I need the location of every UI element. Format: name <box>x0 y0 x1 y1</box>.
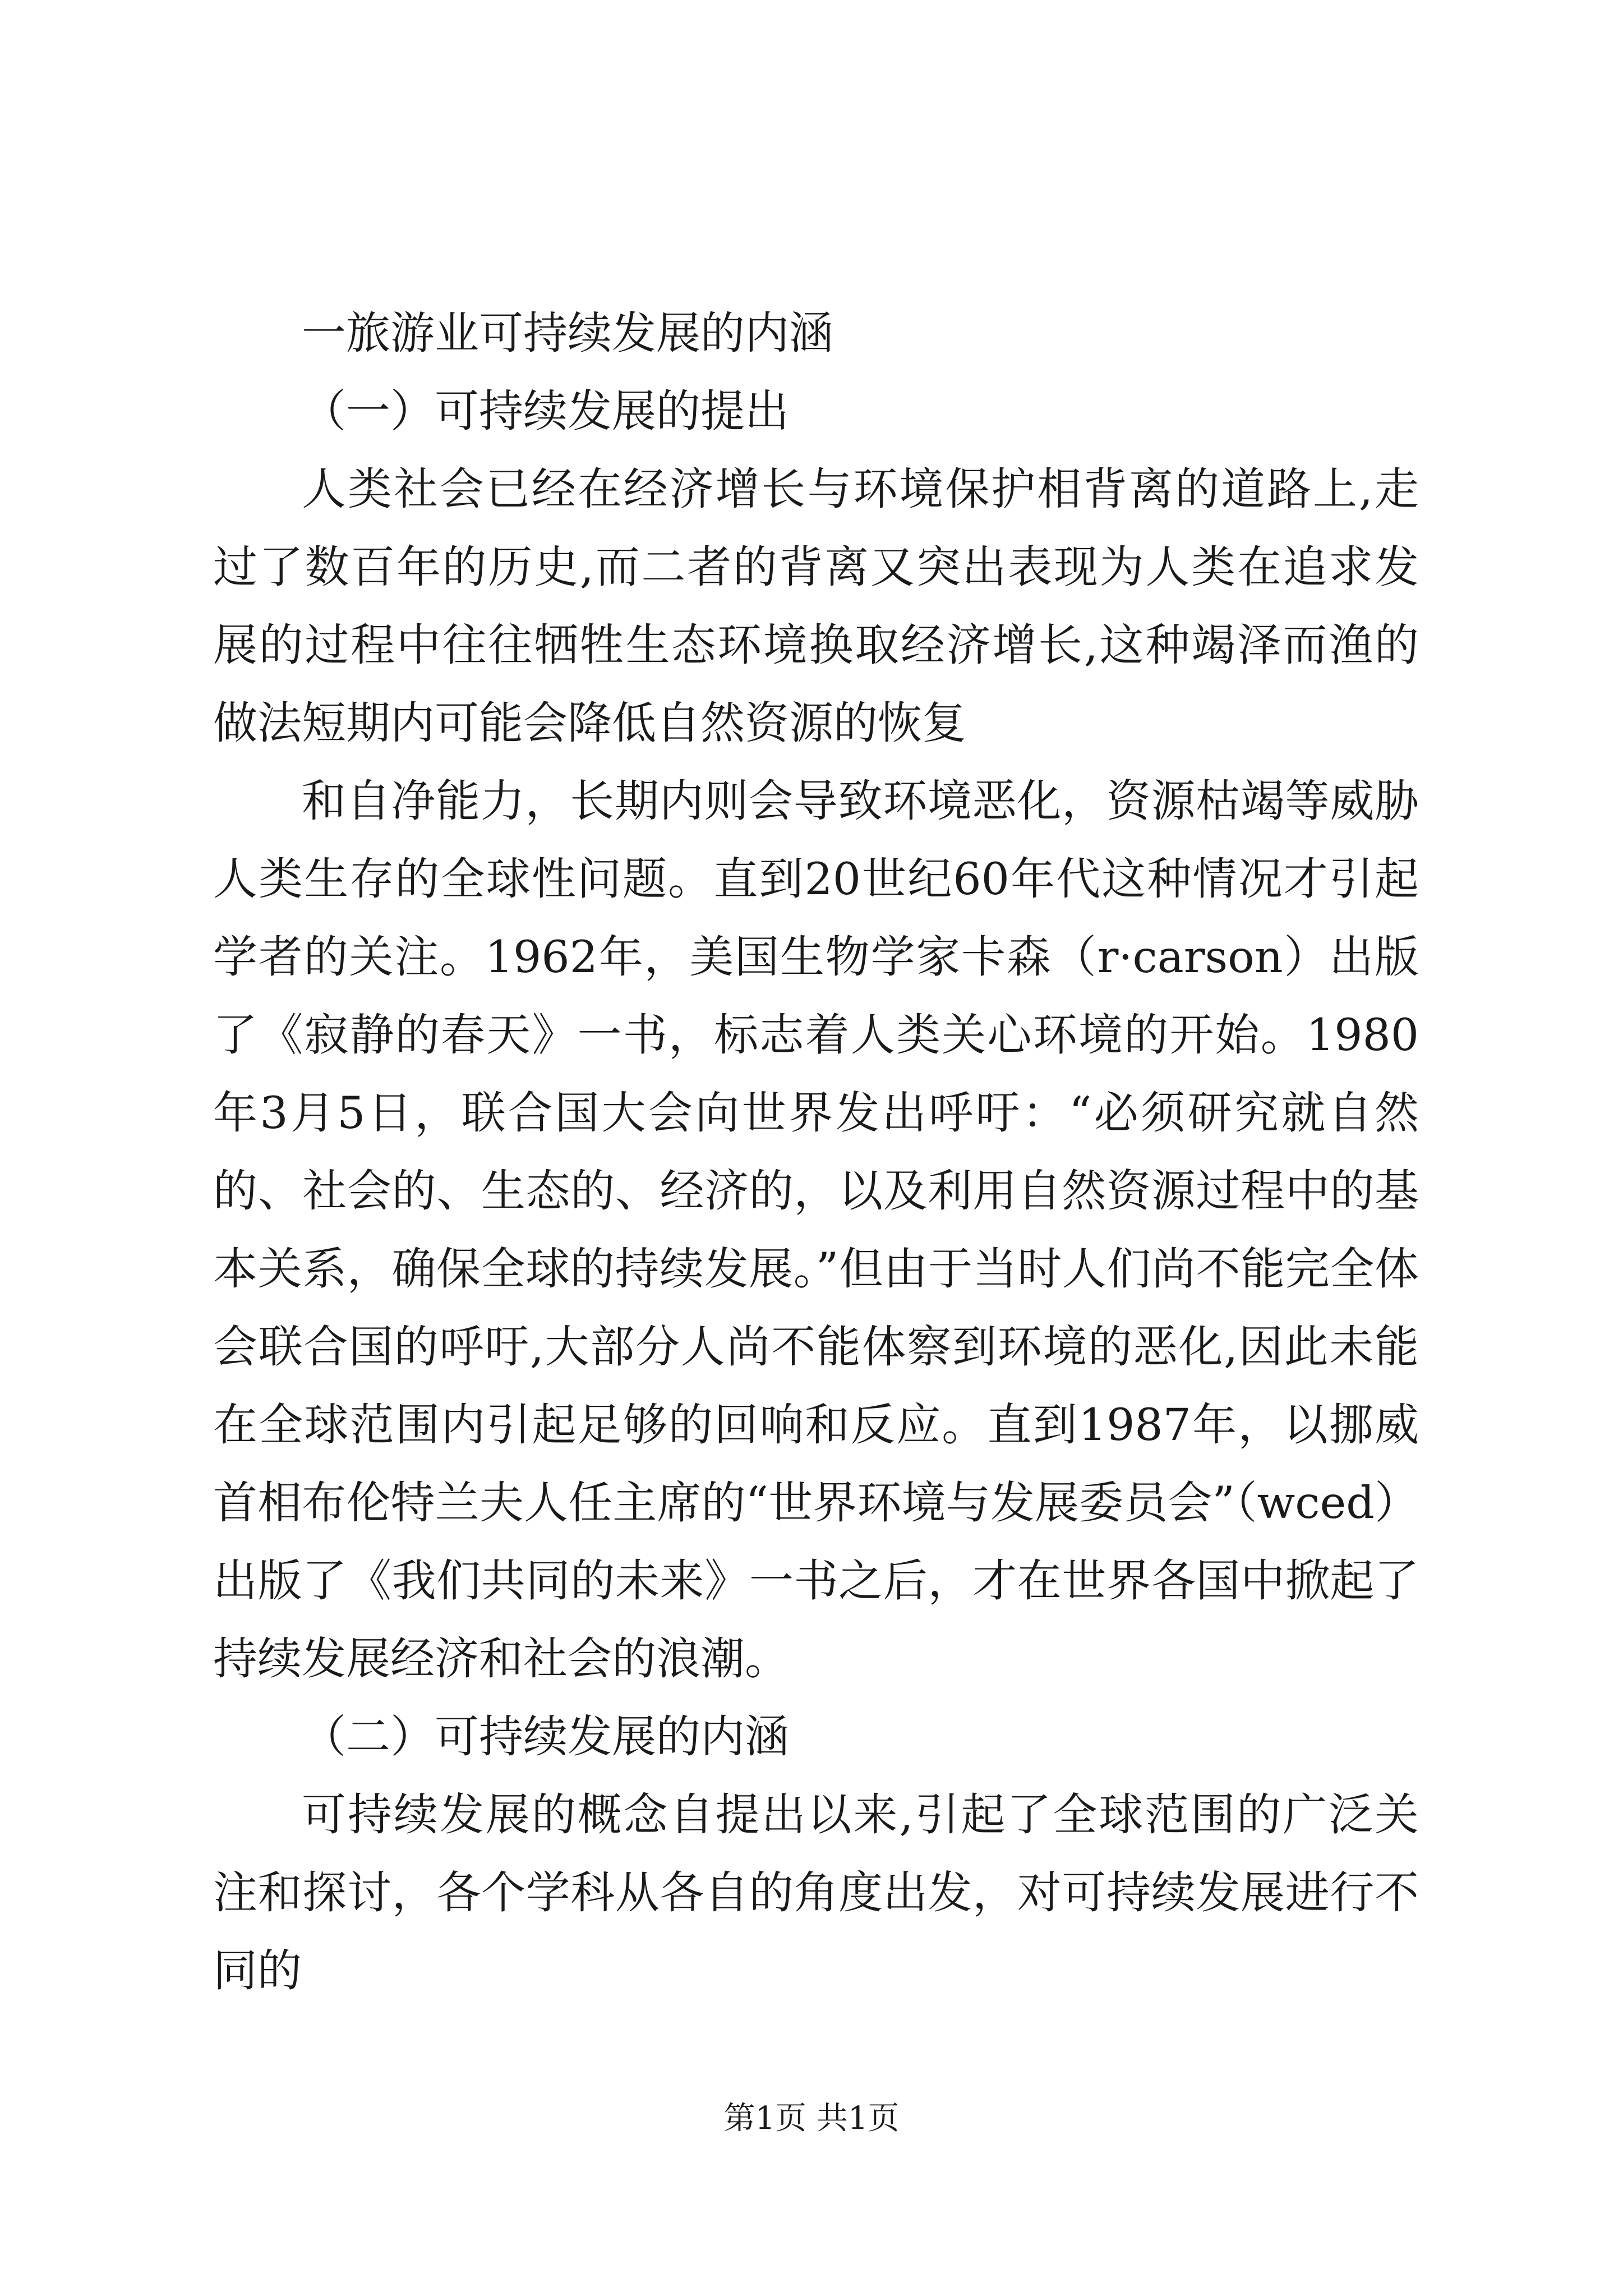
section-title: 一旅游业可持续发展的内涵 <box>302 307 833 359</box>
subsection-title-proposal: （一）可持续发展的提出 <box>302 385 789 437</box>
paragraph-history: 人类社会已经在经济增长与环境保护相背离的道路上,走过了数百年的历史,而二者的背离又突出表现为人类在追求发展的过程中往往牺牲生态环境换取经济增长,这种竭泽而渔的做法短期内可能会降低自然资源的恢复 <box>213 463 1419 749</box>
page-footer: 第1页 共1页 <box>723 2100 900 2137</box>
paragraph-origin: 和自净能力，长期内则会导致环境恶化，资源枯竭等威胁人类生存的全球性问题。直到20世纪60年代这种情况才引起学者的关注。1962年，美国生物学家卡森（r·carson）出版了《寂静的春天》一书，标志着人类关心环境的开始。1980年3月5日，联合国大会向世界发出呼吁：“必须研究就自然的、社会的、生态的、经济的，以及利用自然资源过程中的基本关系，确保全球的持续发展。”但由于当时人们尚不能完全体会联合国的呼吁,大部分人尚不能体察到环境的恶化,因此未能在全球范围内引起足够的回响和反应。直到1987年，以挪威首相布伦特兰夫人任主席的“世界环境与发展委员会”（wced）出版了《我们共同的未来》一书之后，才在世界各国中掀起了持续发展经济和社会的浪潮。 <box>213 775 1419 1685</box>
subsection-title-connotation: （二）可持续发展的内涵 <box>302 1711 789 1763</box>
document-body <box>213 295 1419 2010</box>
paragraph-concept: 可持续发展的概念自提出以来,引起了全球范围的广泛关注和探讨，各个学科从各自的角度出发，对可持续发展进行不同的 <box>213 1789 1419 1996</box>
